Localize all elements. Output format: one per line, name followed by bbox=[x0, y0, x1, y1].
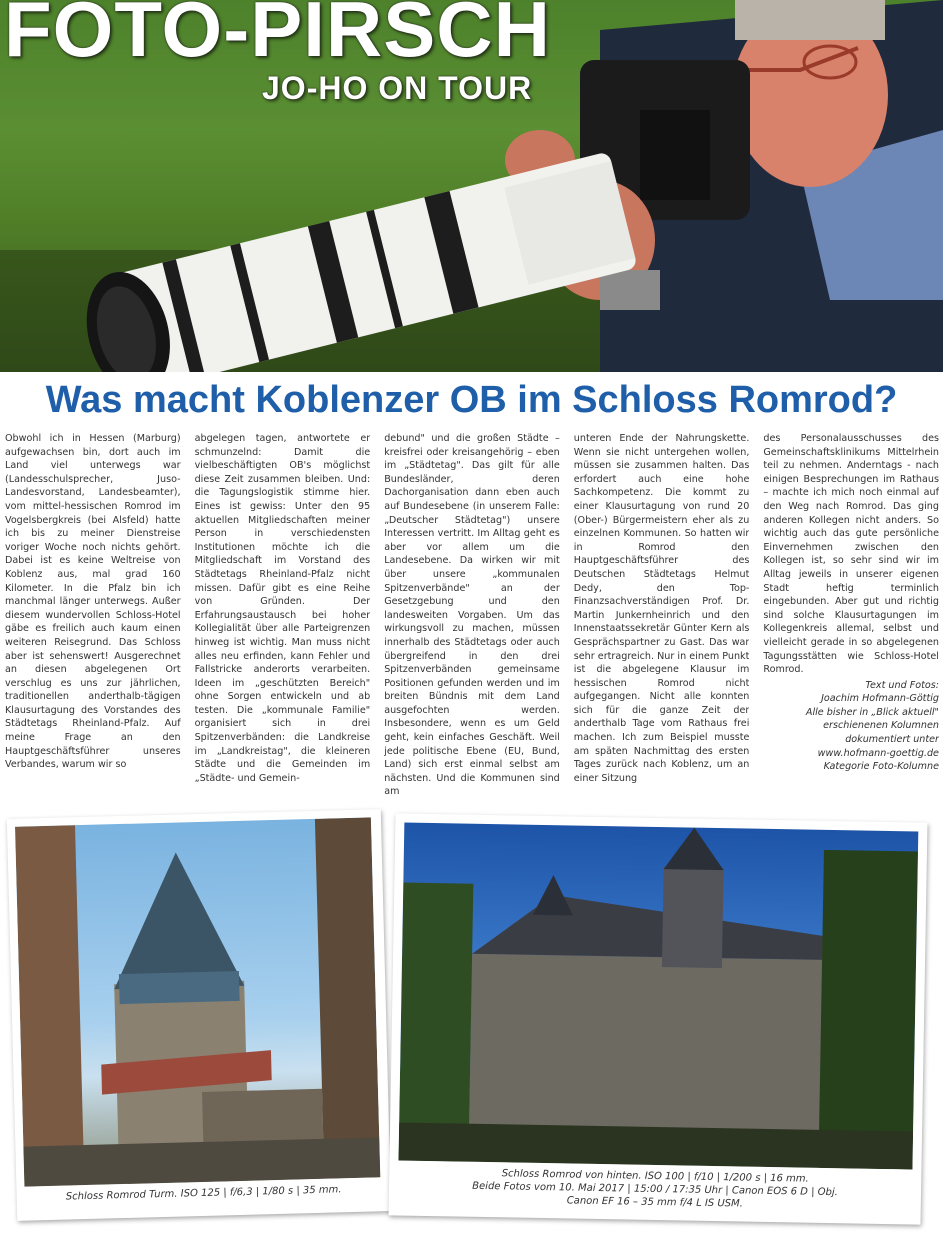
article-column-5 bbox=[763, 432, 939, 808]
caption-line: Canon EF 16 – 35 mm f/4 L IS USM. bbox=[566, 1195, 743, 1210]
credit-line: Joachim Hofmann-Göttig bbox=[821, 693, 939, 705]
article-headline: Was macht Koblenzer OB im Schloss Romrod? bbox=[45, 379, 898, 421]
photo-castle-rear bbox=[389, 813, 928, 1224]
photo-caption-right bbox=[399, 1166, 912, 1214]
credit-line: erschienenen Kolumnen bbox=[823, 720, 939, 732]
credit-line: Alle bisher in „Blick aktuell" bbox=[805, 706, 939, 718]
masthead-title: FOTO-PIRSCH bbox=[4, 0, 551, 73]
photo-caption-left: Schloss Romrod Turm. ISO 125 | f/6,3 | 1/80 s | 35 mm. bbox=[65, 1184, 342, 1203]
credit-line: Kategorie Foto-Kolumne bbox=[823, 761, 939, 773]
article-paragraph: unteren Ende der Nahrungskette. Wenn sie nicht untergehen wollen, müssen sie zusammen halten. Das erfordert auch eine hohe Sachkompetenz. Die kommt zu einer Klausurtagung von rund 20 (Ober-) Bürgermeistern eher als zu einzelnen Kommunen. So hatten wir in Romrod den Hauptgeschäftsführer des Deutschen Städtetags Helmut Dedy, den Top-Finanzsachverständigen Prof. Dr. Martin Junkernheinrich und den Innenstaatssekretär Günter Kern als Gesprächspartner zu Gast. Das war sehr ertragreich. Nur in einem Punkt ist die abgelegene Klausur im hessischen Romrod nicht aufgegangen. Nicht alle konnten sich für die ganze Zeit der anderthalb Tage vom Rathaus frei machen. Ich zum Beispiel musste am späten Nachmittag des ersten Tages zurück nach Koblenz, um an einer Sitzung bbox=[573, 433, 750, 784]
caption-line: Schloss Romrod von hinten. ISO 100 | f/10 | 1/200 s | 16 mm. bbox=[501, 1168, 809, 1185]
article-column-4 bbox=[574, 432, 750, 808]
author-credit bbox=[763, 679, 939, 774]
article-paragraph: debund" und die großen Städte – kreisfrei oder kreisangehörig – eben im „Städtetag". Das gilt für alle Bundesländer, deren Dachorganisation dann eben auch auf Bundesebene (in unserem Falle: „Deutscher Städtetag") unsere Interessen vertritt. Im Alltag geht es aber vor allem um die Landesebene. Da wirken wir mit über unsere „kommunalen Spitzenverbände" an der Gesetzgebung und den landesweiten Vorgaben. Um das wirkungsvoll zu machen, müssen innerhalb des Städtetags oder auch übergreifend in den drei Spitzenverbänden gemeinsame Positionen gefunden werden und im breiten Bündnis mit dem Land ausgefochten werden. Insbesondere, wenn es um Geld geht, kein einfaches Geschäft. Weil jede politische Ebene (EU, Bund, Land) sich erst einmal selbst am nächsten. Und die Kommunen sind am bbox=[384, 433, 560, 798]
castle-rear-image bbox=[398, 823, 918, 1170]
credit-line: Text und Fotos: bbox=[865, 679, 939, 691]
credit-line: www.hofmann-goettig.de bbox=[817, 747, 939, 759]
article-body bbox=[5, 432, 939, 808]
article-paragraph: abgelegen tagen, antwortete er schmunzelnd: Damit die vielbeschäftigten OB's möglichst diese Zeit zusammen bleiben. Und: die Tagungslogistik stimme hier. Eines ist gewiss: Unter den 95 aktuellen Mitgliedschaften meiner Person in verschiedensten Institutionen möchte ich die Mitgliedschaft im Vorstand des Städtetags Rheinland-Pfalz nicht missen. Dafür gibt es eine Reihe von Gründen. Der Erfahrungsaustausch bei hoher Kollegialität über alle Parteigrenzen hinweg ist wichtig. Man muss nicht alles neu erfinden, kann Fehler und Fallstricke anderorts verarbeiten. Ideen im „geschützten Bereich" ohne Sorgen entwickeln und ab testen. Die „kommunale Familie" organisiert sich in drei Spitzenverbänden: die Landkreise im „Landkreistag", die kleineren Städte und die Gemeinden im „Städte- und Gemein- bbox=[194, 433, 371, 784]
caption-line: Beide Fotos vom 10. Mai 2017 | 15:00 / 17:35 Uhr | Canon EOS 6 D | Obj. bbox=[472, 1180, 838, 1199]
masthead-subtitle: JO-HO ON TOUR bbox=[262, 70, 533, 106]
article-column-2 bbox=[195, 432, 371, 808]
article-column-3 bbox=[384, 432, 560, 808]
article-column-1 bbox=[5, 432, 181, 808]
castle-tower-image bbox=[15, 817, 380, 1186]
header-photo bbox=[0, 0, 943, 372]
article-paragraph: Obwohl ich in Hessen (Marburg) aufgewachsen bin, dort auch im Land viel unterwegs war (Landesschulsprecher, Juso-Landesvorstand, Landesbeamter), vom mittel-hessischen Romrod im Vogelsbergkreis (bei Alsfeld) hatte ich bis zu meiner Dienstreise voriger Woche noch nichts gehört. Dabei ist es keine Weltreise von Koblenz aus, mal grad 160 Kilometer. In die Pfalz bin ich manchmal länger unterwegs. Außer diesem wundervollen Schloss-Hotel gäbe es freilich auch kaum einen weiteren Reisegrund. Das Schloss aber ist sehenswert! Ausgerechnet an diesen abgelegenen Ort verschlug es uns zur jährlichen, traditionellen anderthalb-tägigen Klausurtagung des Vorstandes des Städtetags Rheinland-Pfalz. Auf meine Frage an den Hauptgeschäftsführer unseres Verbandes, warum wir so bbox=[5, 433, 181, 771]
article-paragraph: des Personalausschusses des Gemeinschaftsklinikums Mittelrhein teil zu nehmen. Anderntags - nach einigen Besprechungen im Rathaus – machte ich mich noch einmal auf den Weg nach Romrod. Das ging anderen Kollegen nicht anders. So wichtig auch das gute persönliche Einvernehmen zwischen den Kollegen ist, so sehr sind wir im Alltag jeweils in unserer eigenen Stadt heftig terminlich eingebunden. Aber gut und richtig sind solche Klausurtagungen im Kollegenkreis allemal, selbst und vielleicht gerade in so abgelegenen Tagungsstätten wie Schloss-Hotel Romrod. bbox=[763, 433, 939, 676]
credit-line: dokumentiert unter bbox=[845, 734, 939, 746]
photo-castle-tower bbox=[7, 809, 391, 1221]
